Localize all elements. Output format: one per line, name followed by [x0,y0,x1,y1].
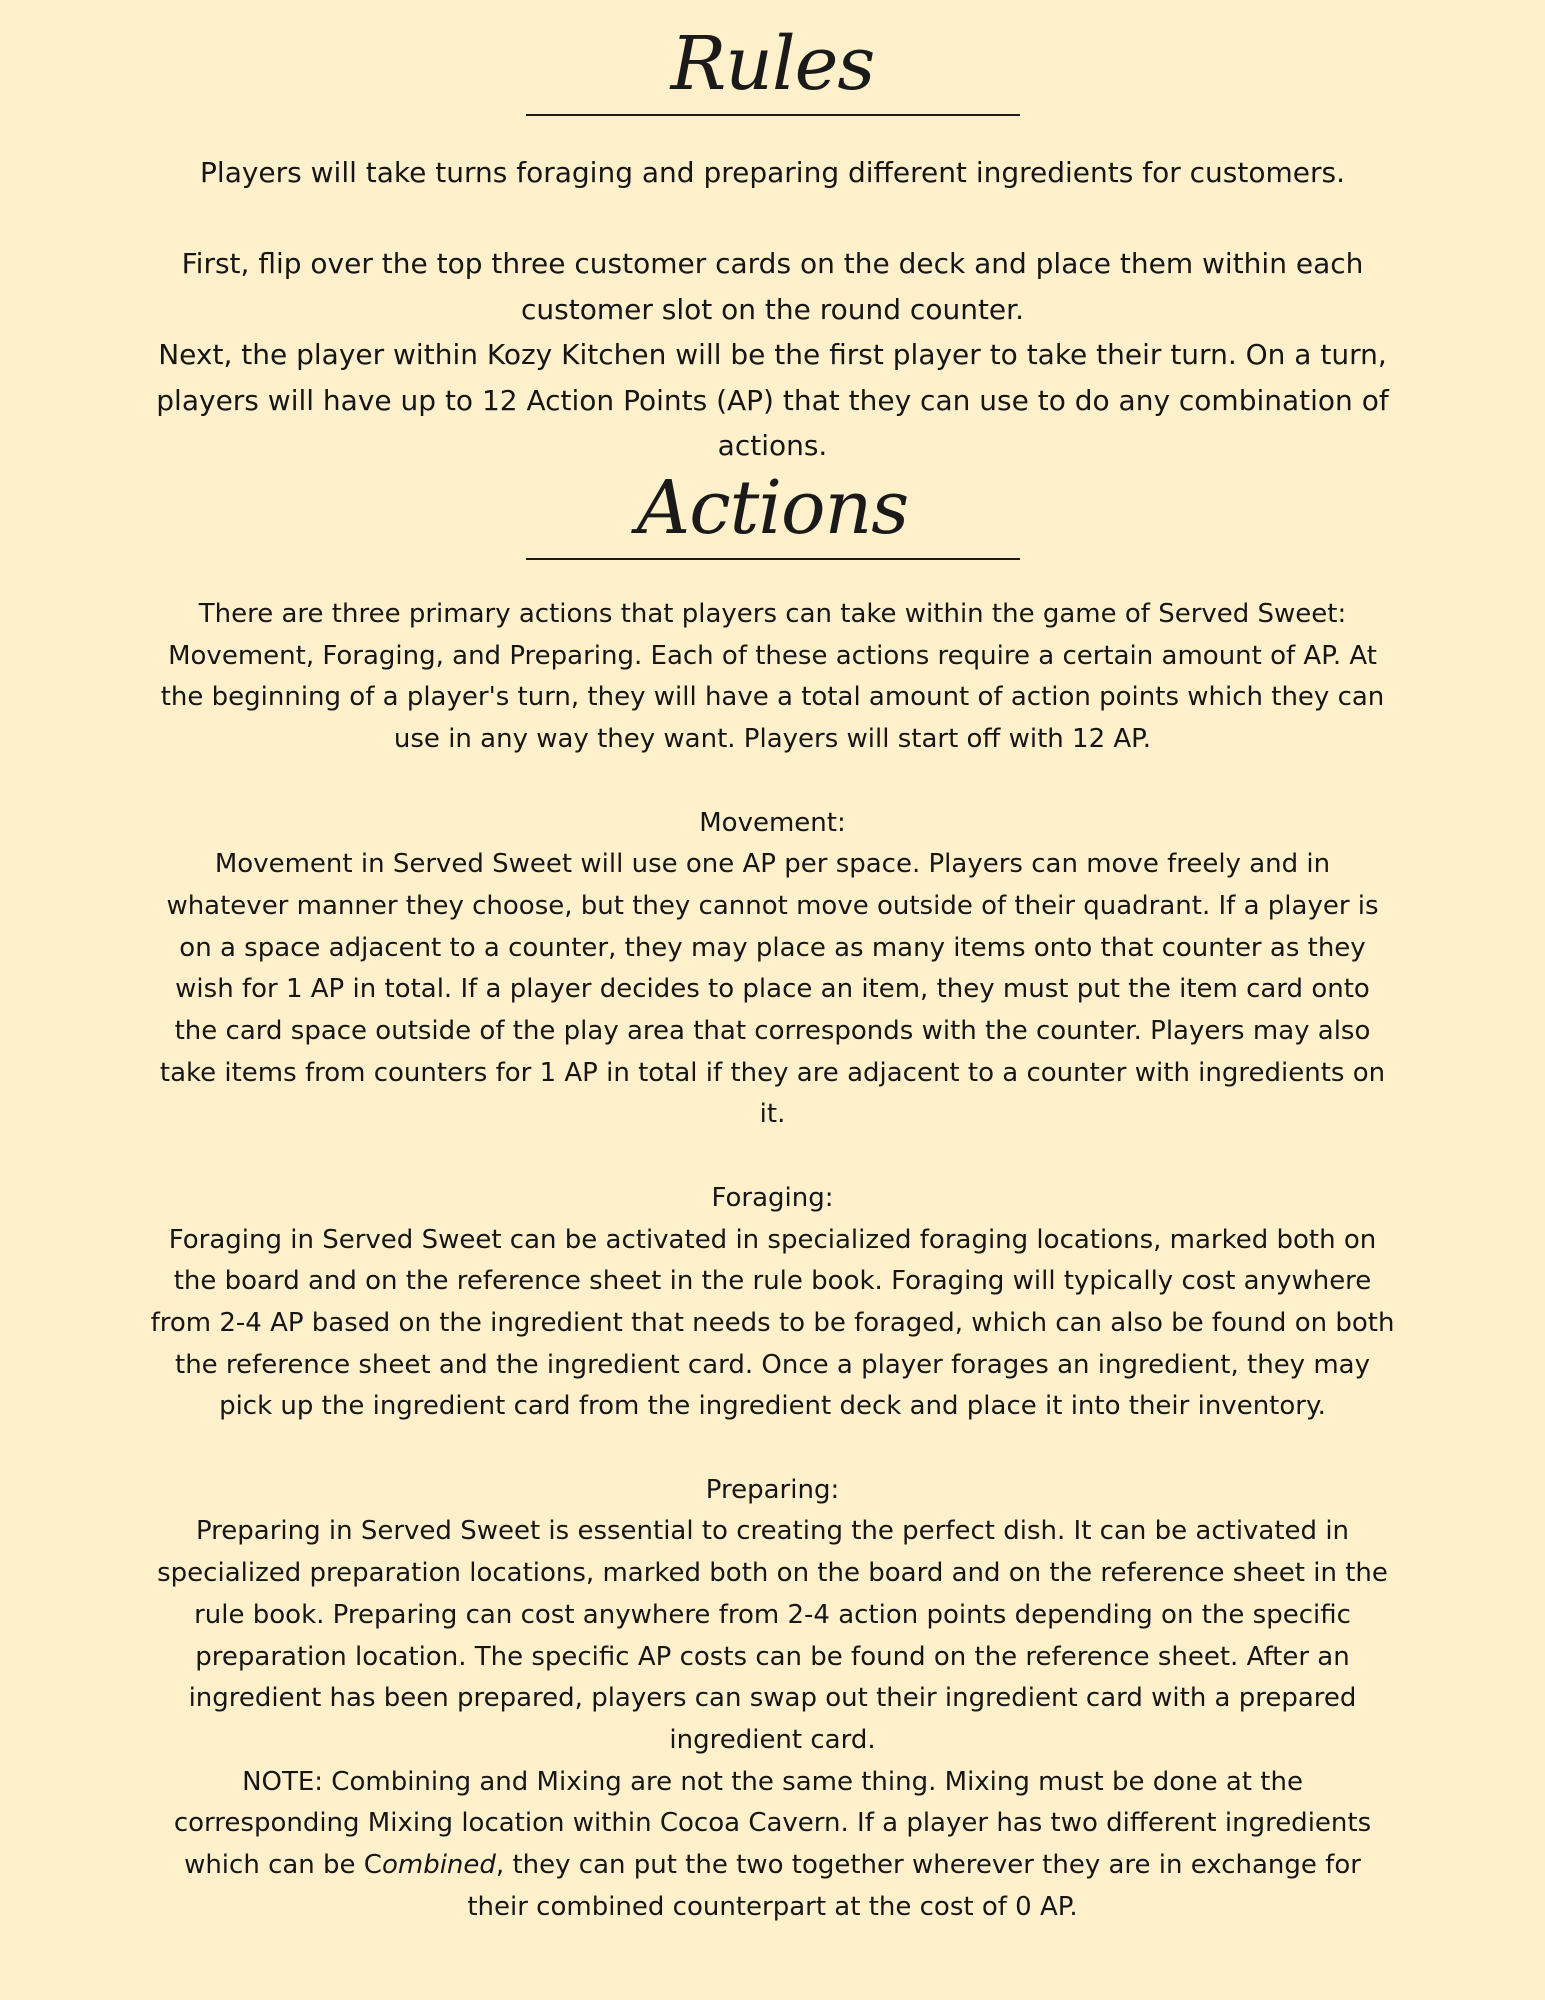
rules-setup: First, flip over the top three customer cards on the deck and place them within each customer slot on the round counter. [181,247,1364,326]
rules-title-underline [526,114,1020,116]
actions-intro: There are three primary actions that players can take within the game of Served Sweet: Movement, Foraging, and Preparing. Each of these actions require a certain amount of AP. At the beginning of a player's turn, they will have a total amount of action points which they can use in any way they want. Players will start off with 12 AP. [160,599,1385,755]
rules-heading [0,20,1545,108]
actions-title-underline [526,558,1020,560]
foraging-text: Foraging in Served Sweet can be activated in specialized foraging locations, marked both on the board and on the reference sheet in the rule book. Foraging will typically cost anywhere from 2-4 AP based on the ingredient that needs to be foraged, which can also be found on both the reference sheet and the ingredient card. Once a player forages an ingredient, they may pick up the ingredient card from the ingredient deck and place it into their inventory. [150,1224,1395,1422]
note-suffix: , they can put the two together wherever they are in exchange for their combined counterpart at the cost of 0 AP. [467,1850,1361,1922]
actions-title: Actions [636,465,909,551]
rules-intro-block [150,150,1395,469]
paragraph-gap [150,196,1395,242]
movement-heading: Movement: [699,807,846,838]
note-prefix: NOTE: Combining and Mixing are not the same thing. Mixing must be done at the corresponding Mixing location within Cocoa Cavern. If a player has two different ingredients which can be C [173,1766,1372,1881]
preparing-text: Preparing in Served Sweet is essential to creating the perfect dish. It can be activated in specialized preparation locations, marked both on the board and on the reference sheet in the rule book. Preparing can cost anywhere from 2-4 action points depending on the specific preparation location. The specific AP costs can be found on the reference sheet. After an ingredient has been prepared, players can swap out their ingredient card with a prepared ingredient card. [157,1516,1388,1755]
rules-intro: Players will take turns foraging and preparing different ingredients for customers. [200,156,1345,189]
foraging-heading: Foraging: [711,1182,834,1213]
rules-turn: Next, the player within Kozy Kitchen will be the first player to take their turn. On a turn, players will have up to 12 Action Points (AP) that they can use to do any combination of actions. [156,338,1389,462]
preparing-note [150,1762,1395,1929]
preparing-heading: Preparing: [705,1474,840,1505]
movement-text: Movement in Served Sweet will use one AP per space. Players can move freely and in whatever manner they choose, but they cannot move outside of their quadrant. If a player is on a space adjacent to a counter, they may place as many items onto that counter as they wish for 1 AP in total. If a player decides to place an item, they must put the item card onto the card space outside of the play area that corresponds with the counter. Players may also take items from counters for 1 AP in total if they are adjacent to a counter with ingredients on it. [159,849,1386,1130]
paragraph-gap [150,1136,1395,1178]
paragraph-gap [150,761,1395,803]
note-italic-word: ombined [381,1850,496,1881]
paragraph-gap [150,1428,1395,1470]
rules-title: Rules [670,21,875,107]
actions-body [150,594,1395,1928]
actions-heading [0,464,1545,552]
